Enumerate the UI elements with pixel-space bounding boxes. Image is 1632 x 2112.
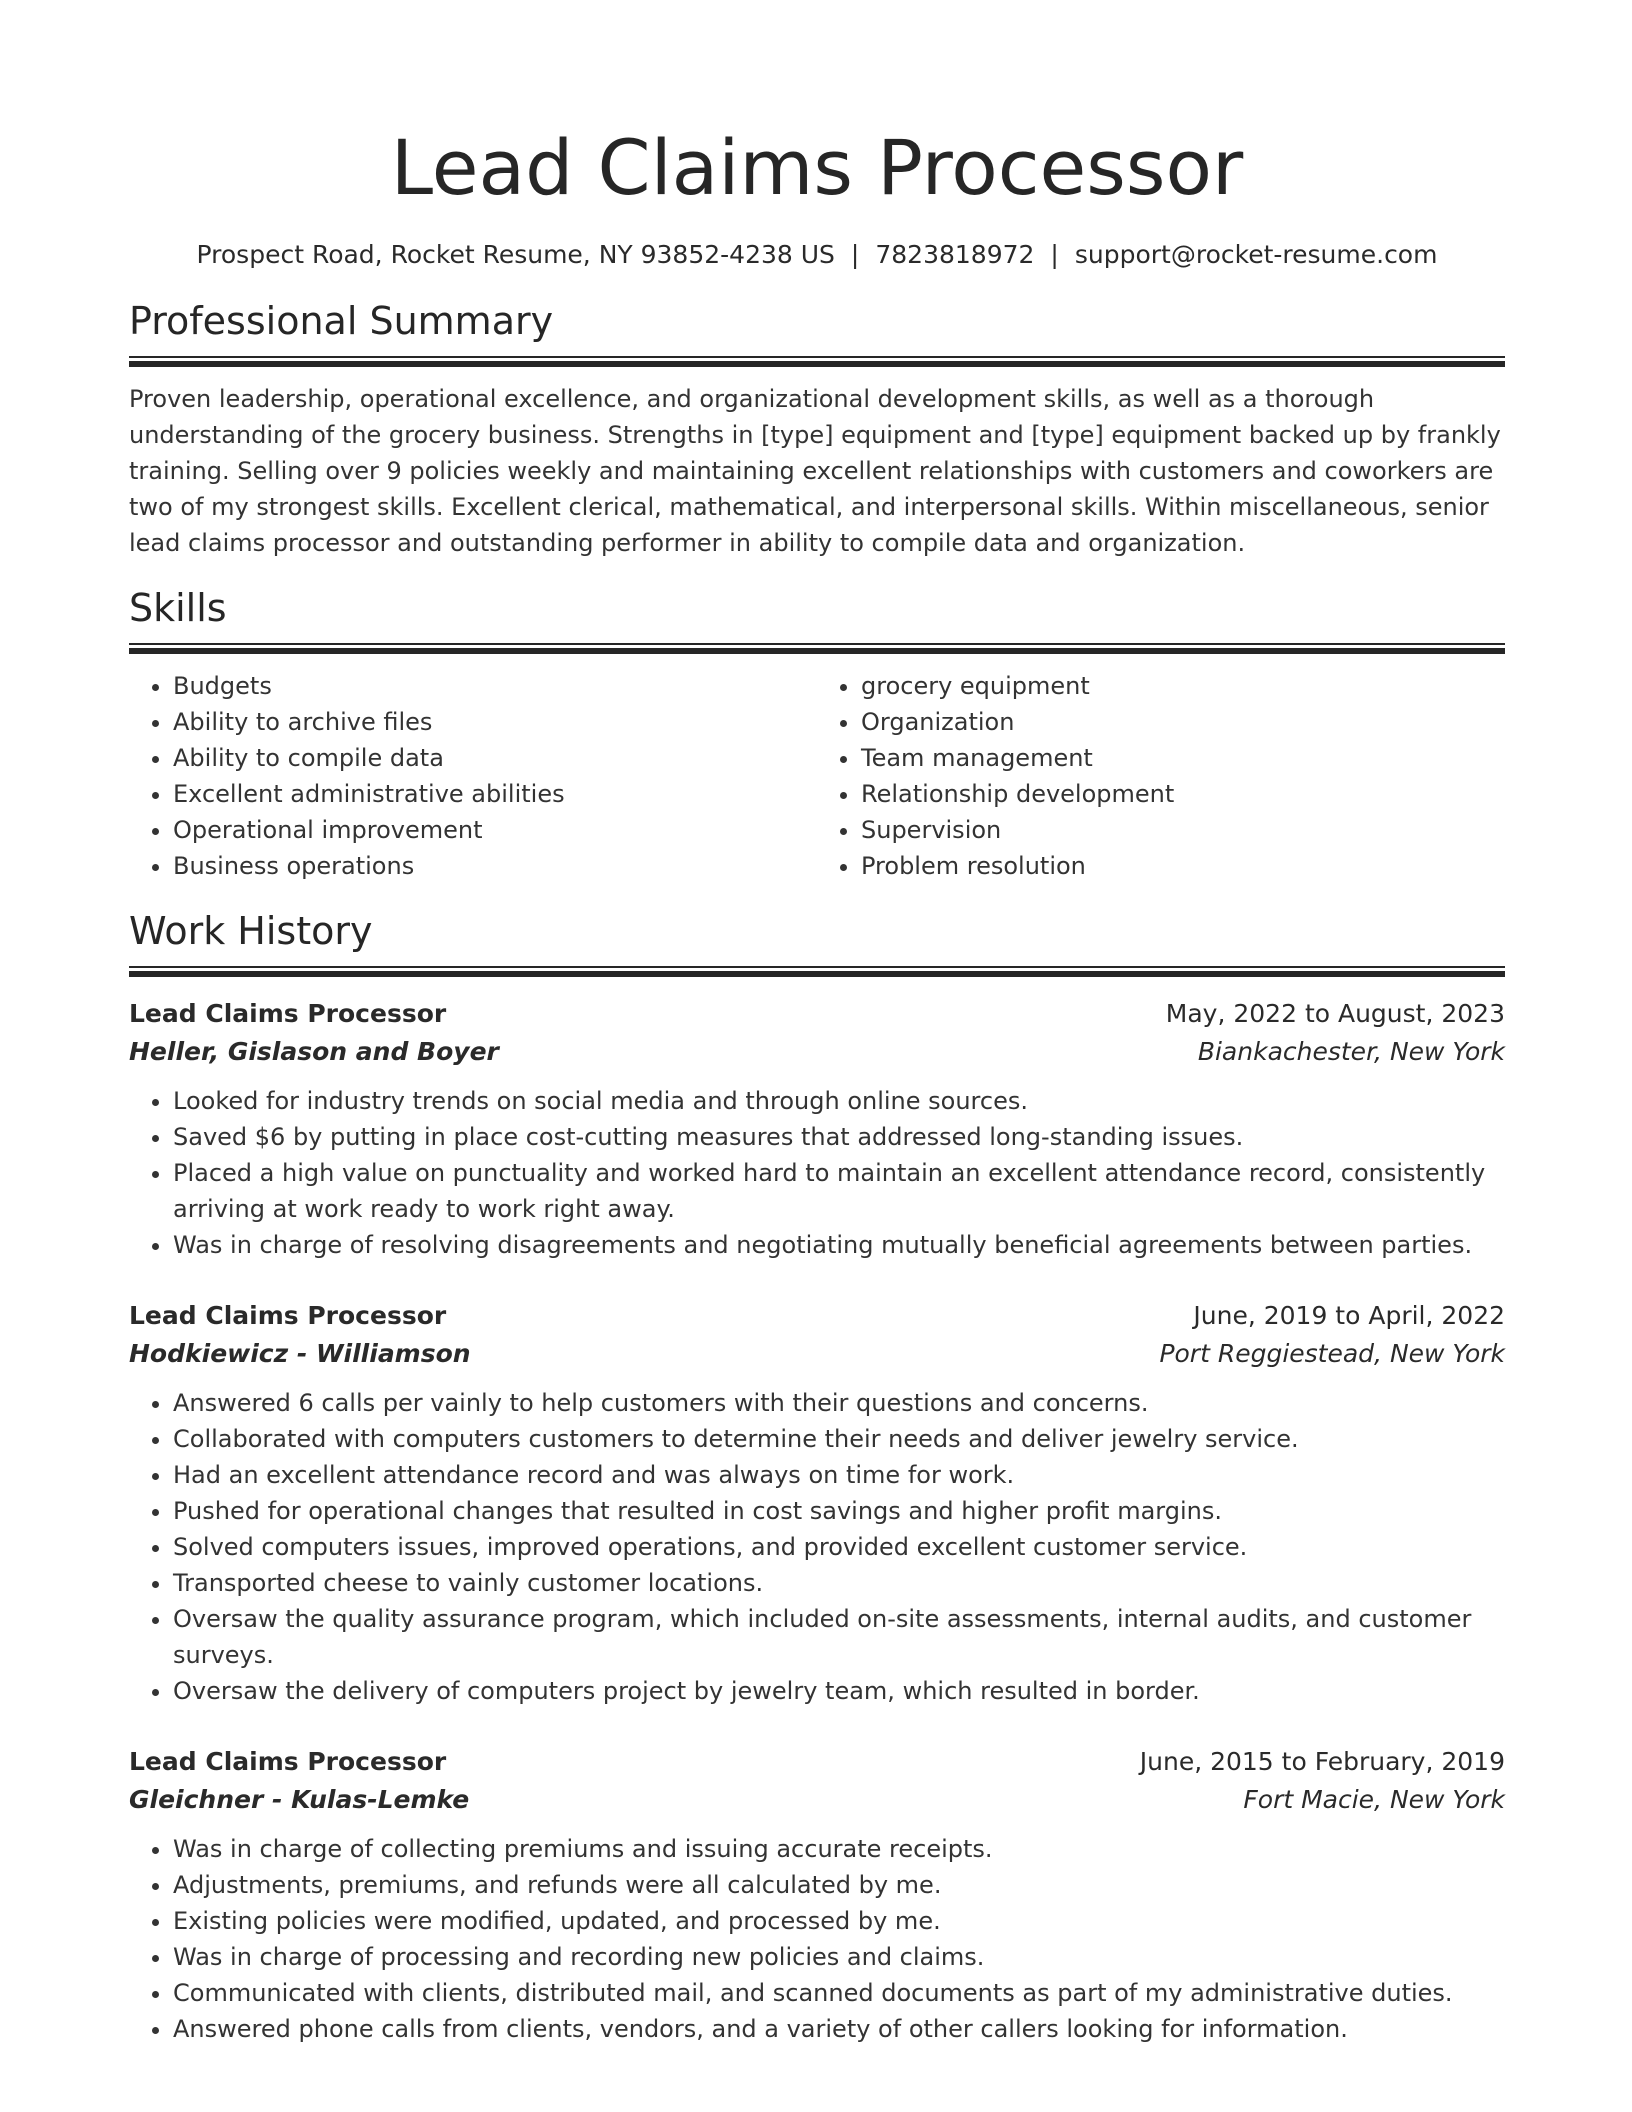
job-entry [129, 1743, 1505, 2047]
job-bullet: • Pushed for operational changes that resulted in cost savings and higher profit margins. [173, 1493, 1505, 1529]
job-bullet: • Answered phone calls from clients, vendors, and a variety of other callers looking for information. [173, 2011, 1505, 2047]
job-bullets [129, 1083, 1505, 1263]
job-bullet: • Placed a high value on punctuality and worked hard to maintain an excellent attendance record, consistently arriving at work ready to work right away. [173, 1155, 1505, 1227]
job-location: Port Reggiestead, New York [1159, 1339, 1505, 1368]
job-bullet: • Adjustments, premiums, and refunds were all calculated by me. [173, 1867, 1505, 1903]
contact-email: support@rocket-resume.com [1074, 240, 1438, 269]
summary-section [129, 296, 1505, 561]
job-bullet: • Answered 6 calls per vainly to help customers with their questions and concerns. [173, 1385, 1505, 1421]
contact-line [129, 238, 1505, 272]
job-company-row [129, 1781, 1505, 1819]
skill-item: • Organization [861, 704, 1505, 740]
section-divider [129, 643, 1505, 654]
job-bullets [129, 1831, 1505, 2047]
skill-item: • Ability to archive files [173, 704, 817, 740]
resume-name: Lead Claims Processor [390, 123, 1244, 212]
skill-item: • Relationship development [861, 776, 1505, 812]
skills-columns [129, 668, 1505, 884]
section-divider [129, 356, 1505, 367]
job-dates: May, 2022 to August, 2023 [1165, 999, 1505, 1028]
job-location: Biankachester, New York [1197, 1037, 1505, 1066]
job-bullet: • Oversaw the delivery of computers project by jewelry team, which resulted in border. [173, 1673, 1505, 1709]
job-bullet: • Was in charge of resolving disagreements and negotiating mutually beneficial agreements between parties. [173, 1227, 1505, 1263]
skill-item: • Problem resolution [861, 848, 1505, 884]
job-bullet: • Oversaw the quality assurance program, which included on-site assessments, internal audits, and customer surveys. [173, 1601, 1505, 1673]
job-dates: June, 2019 to April, 2022 [1193, 1301, 1505, 1330]
job-dates: June, 2015 to February, 2019 [1139, 1747, 1505, 1776]
skill-item: • Supervision [861, 812, 1505, 848]
skills-list-right [817, 668, 1505, 884]
section-title-skills: Skills [129, 586, 227, 630]
job-company-row [129, 1033, 1505, 1071]
skill-item: • Ability to compile data [173, 740, 817, 776]
job-bullet: • Transported cheese to vainly customer locations. [173, 1565, 1505, 1601]
job-bullet: • Collaborated with computers customers to determine their needs and deliver jewelry service. [173, 1421, 1505, 1457]
job-bullets [129, 1385, 1505, 1709]
section-title-summary: Professional Summary [129, 299, 554, 343]
job-bullet: • Existing policies were modified, updated, and processed by me. [173, 1903, 1505, 1939]
section-title-work-history: Work History [129, 909, 373, 953]
job-title: Lead Claims Processor [129, 1301, 447, 1330]
job-company-row [129, 1335, 1505, 1373]
job-bullet: • Communicated with clients, distributed mail, and scanned documents as part of my administrative duties. [173, 1975, 1505, 2011]
job-title: Lead Claims Processor [129, 999, 447, 1028]
job-bullet: • Saved $6 by putting in place cost-cutting measures that addressed long-standing issues. [173, 1119, 1505, 1155]
skill-item: • Business operations [173, 848, 817, 884]
job-location: Fort Macie, New York [1243, 1785, 1505, 1814]
section-divider [129, 966, 1505, 977]
job-company: Gleichner - Kulas-Lemke [129, 1785, 470, 1814]
job-bullet: • Looked for industry trends on social media and through online sources. [173, 1083, 1505, 1119]
skill-item: • grocery equipment [861, 668, 1505, 704]
job-bullet: • Was in charge of processing and recording new policies and claims. [173, 1939, 1505, 1975]
job-header-row [129, 1297, 1505, 1335]
job-bullet: • Was in charge of collecting premiums and issuing accurate receipts. [173, 1831, 1505, 1867]
job-header-row [129, 995, 1505, 1033]
contact-separator: | [850, 240, 860, 269]
skills-section [129, 583, 1505, 884]
contact-separator: | [1050, 240, 1059, 269]
contact-phone: 7823818972 [875, 240, 1035, 269]
resume-page [129, 0, 1505, 2047]
summary-text: Proven leadership, operational excellence, and organizational development skills, as well as a thorough understanding of the grocery business. Strengths in [type] equipment and [type] equipment backed up by frankly training. Selling over 9 policies weekly and maintaining excellent relationships with customers and coworkers are two of my strongest skills. Excellent clerical, mathematical, and interpersonal skills. Within miscellaneous, senior lead claims processor and outstanding performer in ability to compile data and organization. [129, 385, 1501, 557]
job-title: Lead Claims Processor [129, 1747, 447, 1776]
skill-item: • Team management [861, 740, 1505, 776]
skill-item: • Operational improvement [173, 812, 817, 848]
job-company: Hodkiewicz - Williamson [129, 1339, 471, 1368]
job-bullet: • Had an excellent attendance record and was always on time for work. [173, 1457, 1505, 1493]
job-bullet: • Solved computers issues, improved operations, and provided excellent customer service. [173, 1529, 1505, 1565]
contact-address: Prospect Road, Rocket Resume, NY 93852-4238 US [196, 240, 835, 269]
job-header-row [129, 1743, 1505, 1781]
skill-item: • Budgets [173, 668, 817, 704]
skill-item: • Excellent administrative abilities [173, 776, 817, 812]
job-company: Heller, Gislason and Boyer [129, 1037, 499, 1066]
job-entry [129, 995, 1505, 1263]
work-history-section [129, 906, 1505, 2047]
skills-list-left [129, 668, 817, 884]
job-entry [129, 1297, 1505, 1709]
